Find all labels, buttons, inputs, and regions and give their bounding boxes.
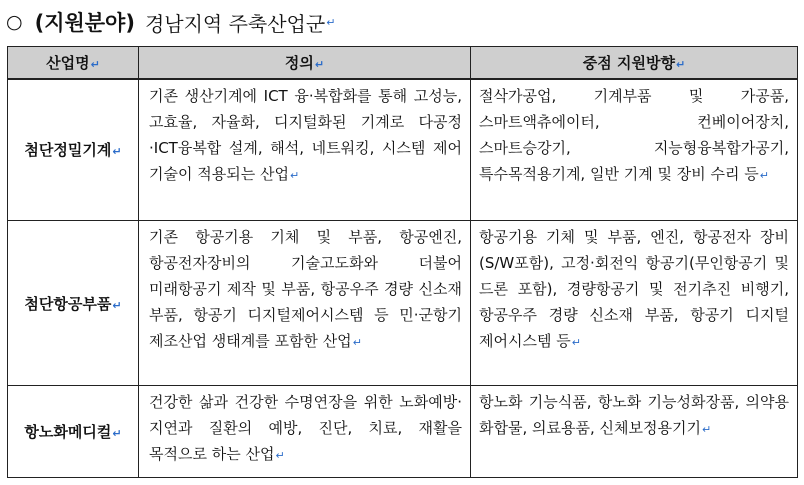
paragraph-mark-icon: ↵: [571, 336, 581, 349]
industry-table: [7, 46, 798, 478]
paragraph-mark-icon: ↵: [675, 57, 686, 71]
paragraph-mark-icon: ↵: [112, 145, 122, 159]
direction-cell: 항공기용 기체 및 부품, 엔진, 항공전자 장비(S/W포함), 고정·회전익 항공기(무인항공기 및 드론 포함), 경량항공기 및 전기추진 비행기, 항공우주 경량 신소재 부품, 항공기 디지털 제어시스템 등↵: [471, 221, 798, 386]
paragraph-mark-icon: ↵: [112, 298, 122, 312]
circle-bullet-icon: ○: [6, 11, 23, 33]
industry-name-cell: 첨단정밀기계↵: [8, 79, 139, 221]
header-industry-name: 산업명↵: [8, 47, 139, 79]
table-header-row: [8, 47, 798, 79]
header-definition: 정의↵: [139, 47, 471, 79]
paragraph-mark-icon: ↵: [352, 336, 362, 349]
heading-category: (지원분야): [34, 11, 135, 35]
paragraph-mark-icon: ↵: [314, 57, 325, 71]
paragraph-mark-icon: ↵: [701, 423, 712, 436]
definition-cell: 기존 항공기용 기체 및 부품, 항공엔진, 항공전자장비의 기술고도화와 더불어 미래항공기 제작 및 부품, 항공우주 경량 신소재 부품, 항공기 디지털제어시스템 등 민·군항기 제조산업 생태계를 포함한 산업↵: [139, 221, 471, 386]
paragraph-mark-icon: ↵: [289, 168, 300, 182]
direction-cell: 절삭가공업, 기계부품 및 가공품, 스마트액츄에이터, 컨베이어장치, 스마트승강기, 지능형융복합가공기, 특수목적용기계, 일반 기계 및 장비 수리 등↵: [471, 79, 798, 221]
definition-cell: 건강한 삶과 건강한 수명연장을 위한 노화예방·지연과 질환의 예방, 진단, 치료, 재활을 목적으로 하는 산업↵: [139, 386, 471, 478]
industry-name-cell: 첨단항공부품↵: [8, 221, 139, 386]
table-row: [8, 79, 798, 221]
paragraph-mark-icon: ↵: [326, 15, 336, 29]
header-support-direction: 중점 지원방향↵: [471, 47, 798, 79]
paragraph-mark-icon: ↵: [112, 427, 122, 440]
heading-title: 경남지역 주축산업군: [144, 11, 326, 36]
definition-cell: 기존 생산기계에 ICT 융·복합화를 통해 고성능, 고효율, 자율화, 디지털화된 기계로 다공정·ICT융복합 설계, 해석, 네트워킹, 시스템 제어 기술이 적용되는 산업↵: [139, 79, 471, 221]
paragraph-mark-icon: ↵: [275, 449, 285, 462]
direction-cell: 항노화 기능식품, 항노화 기능성화장품, 의약용 화합물, 의료용품, 신체보정용기기↵: [471, 386, 798, 478]
section-heading: [6, 4, 335, 40]
industry-name-cell: 항노화메디컬↵: [8, 386, 139, 478]
paragraph-mark-icon: ↵: [759, 168, 769, 182]
paragraph-mark-icon: ↵: [90, 57, 100, 71]
table-row: [8, 386, 798, 478]
table-row: [8, 221, 798, 386]
